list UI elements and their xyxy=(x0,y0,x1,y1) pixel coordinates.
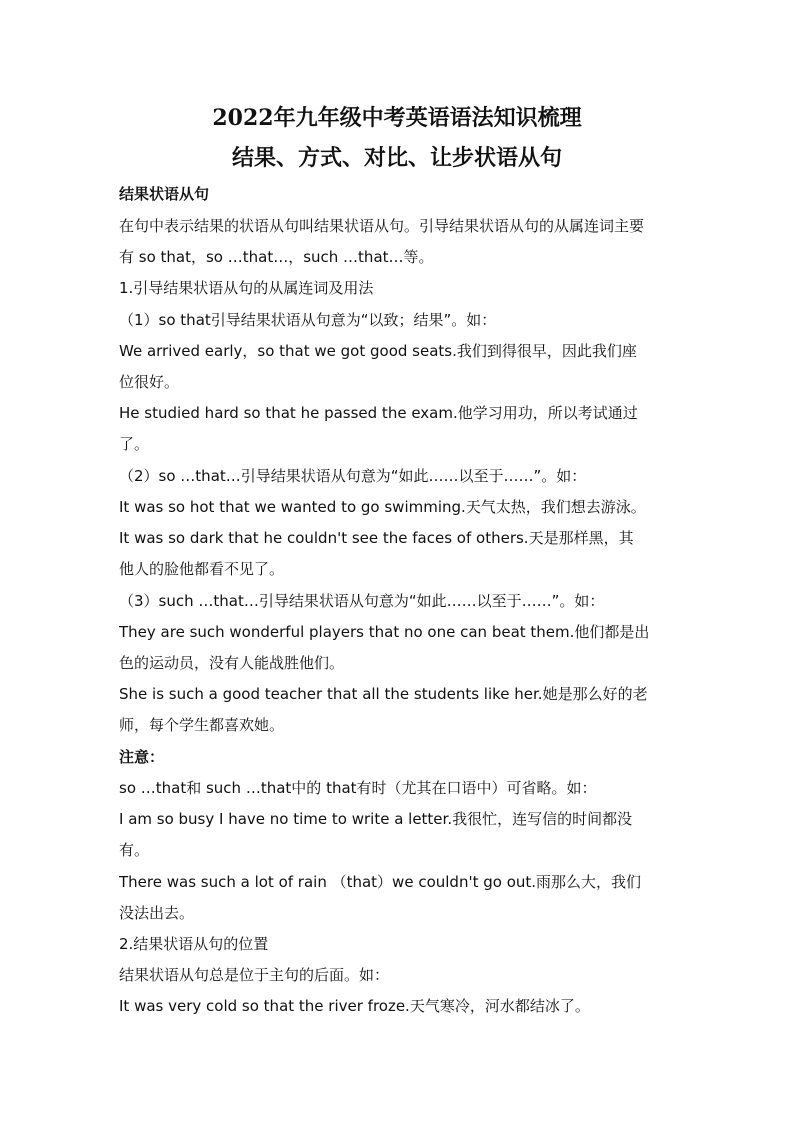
body-line: We arrived early，so that we got good seats.我们到得很早，因此我们座 xyxy=(119,342,637,360)
note-line: 结果状语从句总是位于主句的后面。如： xyxy=(119,966,390,984)
body-line: 他人的脸他都看不见了。 xyxy=(119,560,285,578)
body-line: 1.引导结果状语从句的从属连词及用法 xyxy=(119,279,374,297)
note-line: It was very cold so that the river froze.天气寒冷，河水都结冰了。 xyxy=(119,997,590,1015)
note-line: There was such a lot of rain （that）we couldn't go out.雨那么大，我们 xyxy=(119,873,642,891)
document-title: 2022年九年级中考英语语法知识梳理 xyxy=(212,105,582,131)
body-line: 了。 xyxy=(119,435,150,453)
body-line: （1）so that引导结果状语从句意为“以致；结果”。如： xyxy=(119,311,497,329)
body-line: 位很好。 xyxy=(119,373,180,391)
note-heading: 注意： xyxy=(119,748,165,766)
body-line: （2）so …that…引导结果状语从句意为“如此……以至于……”。如： xyxy=(119,467,587,485)
note-line: 没法出去。 xyxy=(119,904,195,922)
body-line: 有 so that，so …that…，such …that…等。 xyxy=(119,248,434,266)
body-line: It was so dark that he couldn't see the faces of others.天是那样黑，其 xyxy=(119,529,634,547)
body-line: She is such a good teacher that all the students like her.她是那么好的老 xyxy=(119,685,648,703)
note-line: 有。 xyxy=(119,841,150,859)
body-line: 色的运动员，没有人能战胜他们。 xyxy=(119,654,345,672)
note-line: 2.结果状语从句的位置 xyxy=(119,935,269,953)
body-line: He studied hard so that he passed the exam.他学习用功，所以考试通过 xyxy=(119,404,638,422)
note-line: I am so busy I have no time to write a letter.我很忙，连写信的时间都没 xyxy=(119,810,633,828)
body-line: 师，每个学生都喜欢她。 xyxy=(119,716,285,734)
document-subtitle: 结果、方式、对比、让步状语从句 xyxy=(231,145,562,171)
section-heading: 结果状语从句 xyxy=(119,185,210,203)
note-line: so …that和 such …that中的 that有时（尤其在口语中）可省略。如： xyxy=(119,779,597,797)
body-line: It was so hot that we wanted to go swimming.天气太热，我们想去游泳。 xyxy=(119,498,646,516)
body-line: （3）such …that…引导结果状语从句意为“如此……以至于……”。如： xyxy=(119,592,605,610)
body-line: They are such wonderful players that no one can beat them.他们都是出 xyxy=(119,623,650,641)
body-line: 在句中表示结果的状语从句叫结果状语从句。引导结果状语从句的从属连词主要 xyxy=(119,217,645,235)
